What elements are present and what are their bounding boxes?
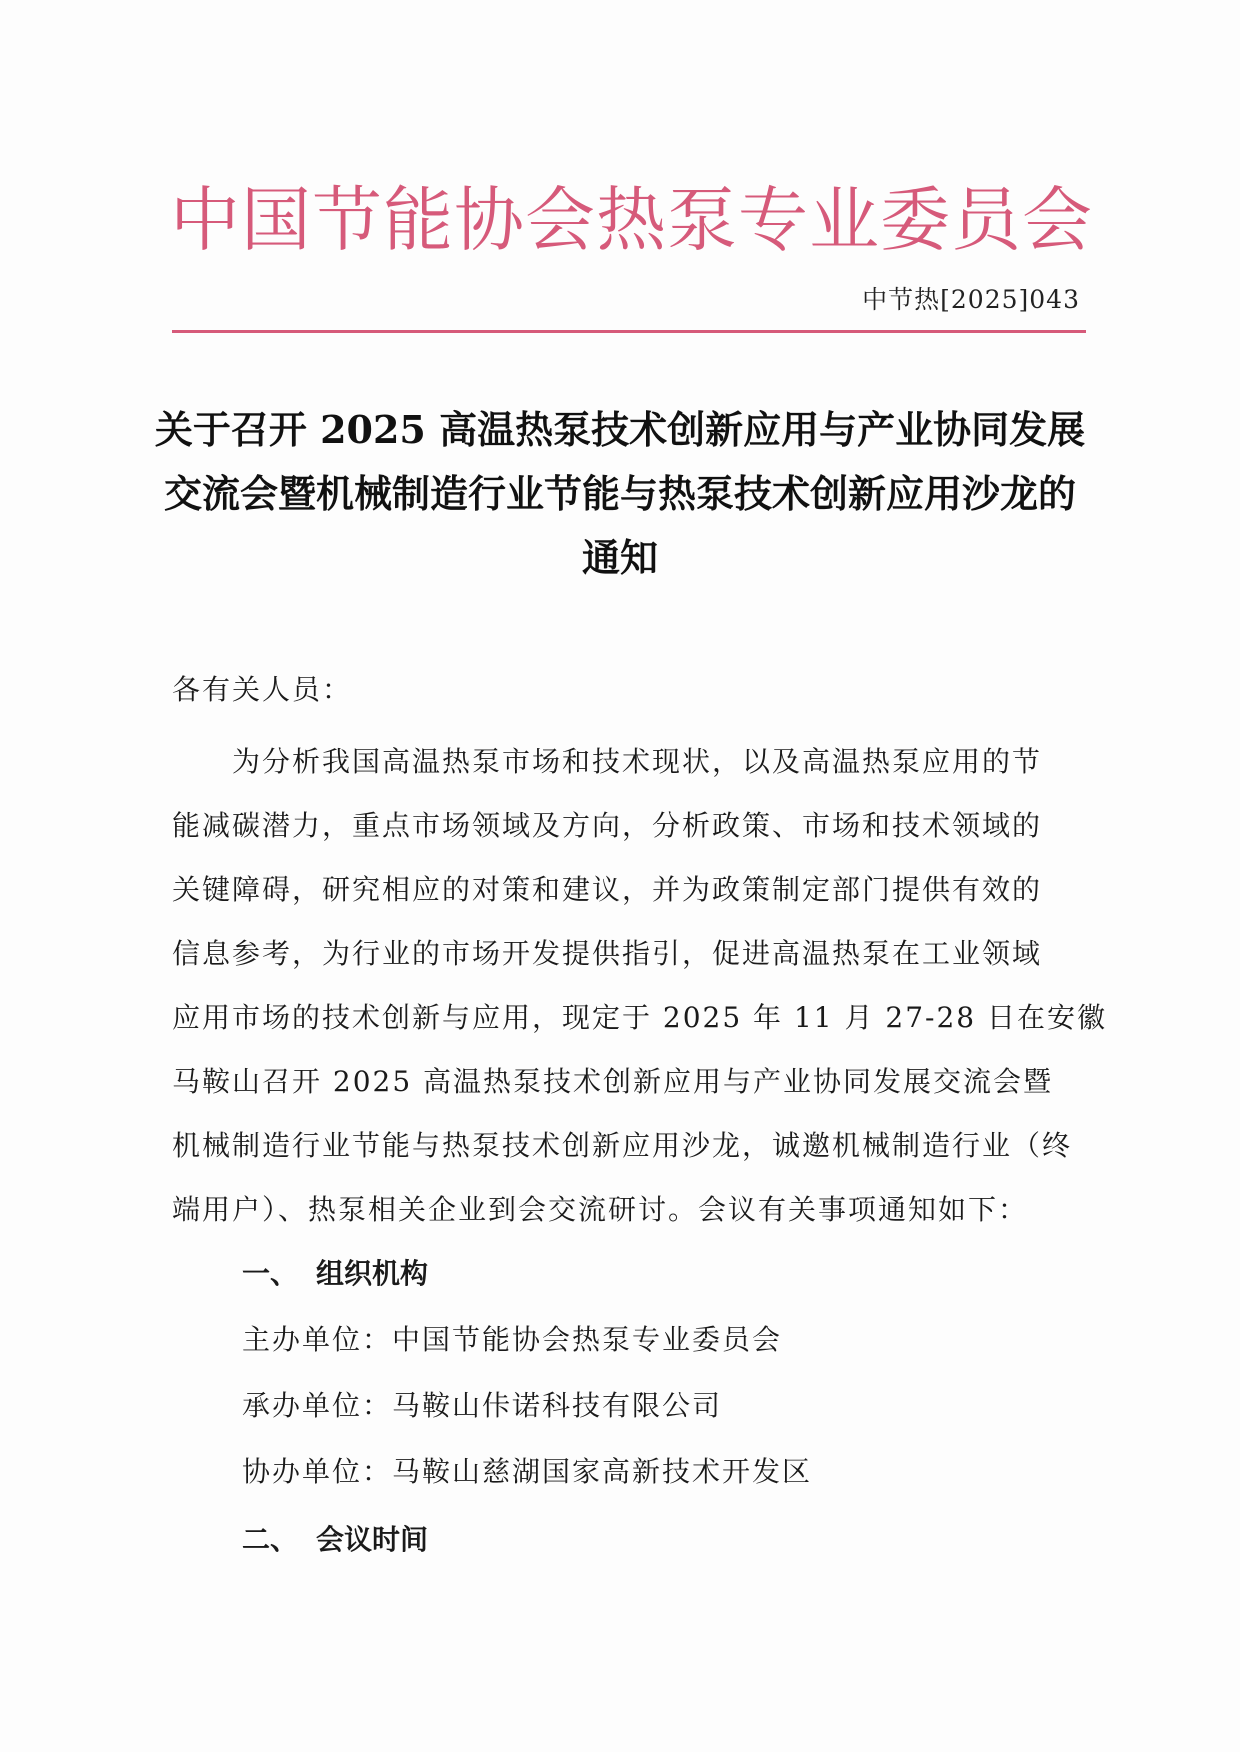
notice-title-line: 通知	[581, 535, 658, 580]
body-line: 信息参考，为行业的市场开发提供指引，促进高温热泵在工业领域	[172, 937, 1043, 970]
section-title: 组织机构	[316, 1257, 429, 1290]
body-line: 关键障碍，研究相应的对策和建议，并为政策制定部门提供有效的	[172, 873, 1043, 906]
body-line: 端用户）、热泵相关企业到会交流研讨。会议有关事项通知如下：	[172, 1193, 1029, 1226]
issuing-organization-title: 中国节能协会热泵专业委员会	[170, 179, 1093, 261]
body-paragraph	[172, 730, 1108, 1242]
notice-title	[150, 398, 1090, 590]
body-line: 应用市场的技术创新与应用，现定于 2025 年 11 月 27-28 日在安徽	[172, 1001, 1108, 1034]
organizer-unit: 承办单位：马鞍山佧诺科技有限公司	[242, 1389, 723, 1422]
body-line: 马鞍山召开 2025 高温热泵技术创新应用与产业协同发展交流会暨	[172, 1065, 1054, 1098]
body-line: 机械制造行业节能与热泵技术创新应用沙龙，诚邀机械制造行业（终	[172, 1129, 1073, 1162]
body-line: 为分析我国高温热泵市场和技术现状，以及高温热泵应用的节	[172, 745, 1043, 778]
section-heading-meeting-time	[242, 1518, 428, 1558]
section-number: 一、	[242, 1257, 299, 1290]
co-organizer-unit: 协办单位：马鞍山慈湖国家高新技术开发区	[242, 1455, 813, 1488]
body-line: 能减碳潜力，重点市场领域及方向，分析政策、市场和技术领域的	[172, 809, 1043, 842]
host-unit: 主办单位：中国节能协会热泵专业委员会	[242, 1323, 783, 1356]
section-heading-organization	[242, 1252, 428, 1292]
section-title: 会议时间	[316, 1523, 429, 1556]
document-number: 中节热[2025]043	[862, 285, 1080, 314]
notice-title-line: 交流会暨机械制造行业节能与热泵技术创新应用沙龙的	[163, 471, 1076, 516]
header-divider	[172, 330, 1086, 333]
notice-title-line: 关于召开 2025 高温热泵技术创新应用与产业协同发展	[154, 407, 1086, 452]
section-number: 二、	[242, 1523, 299, 1556]
salutation: 各有关人员：	[172, 673, 353, 706]
